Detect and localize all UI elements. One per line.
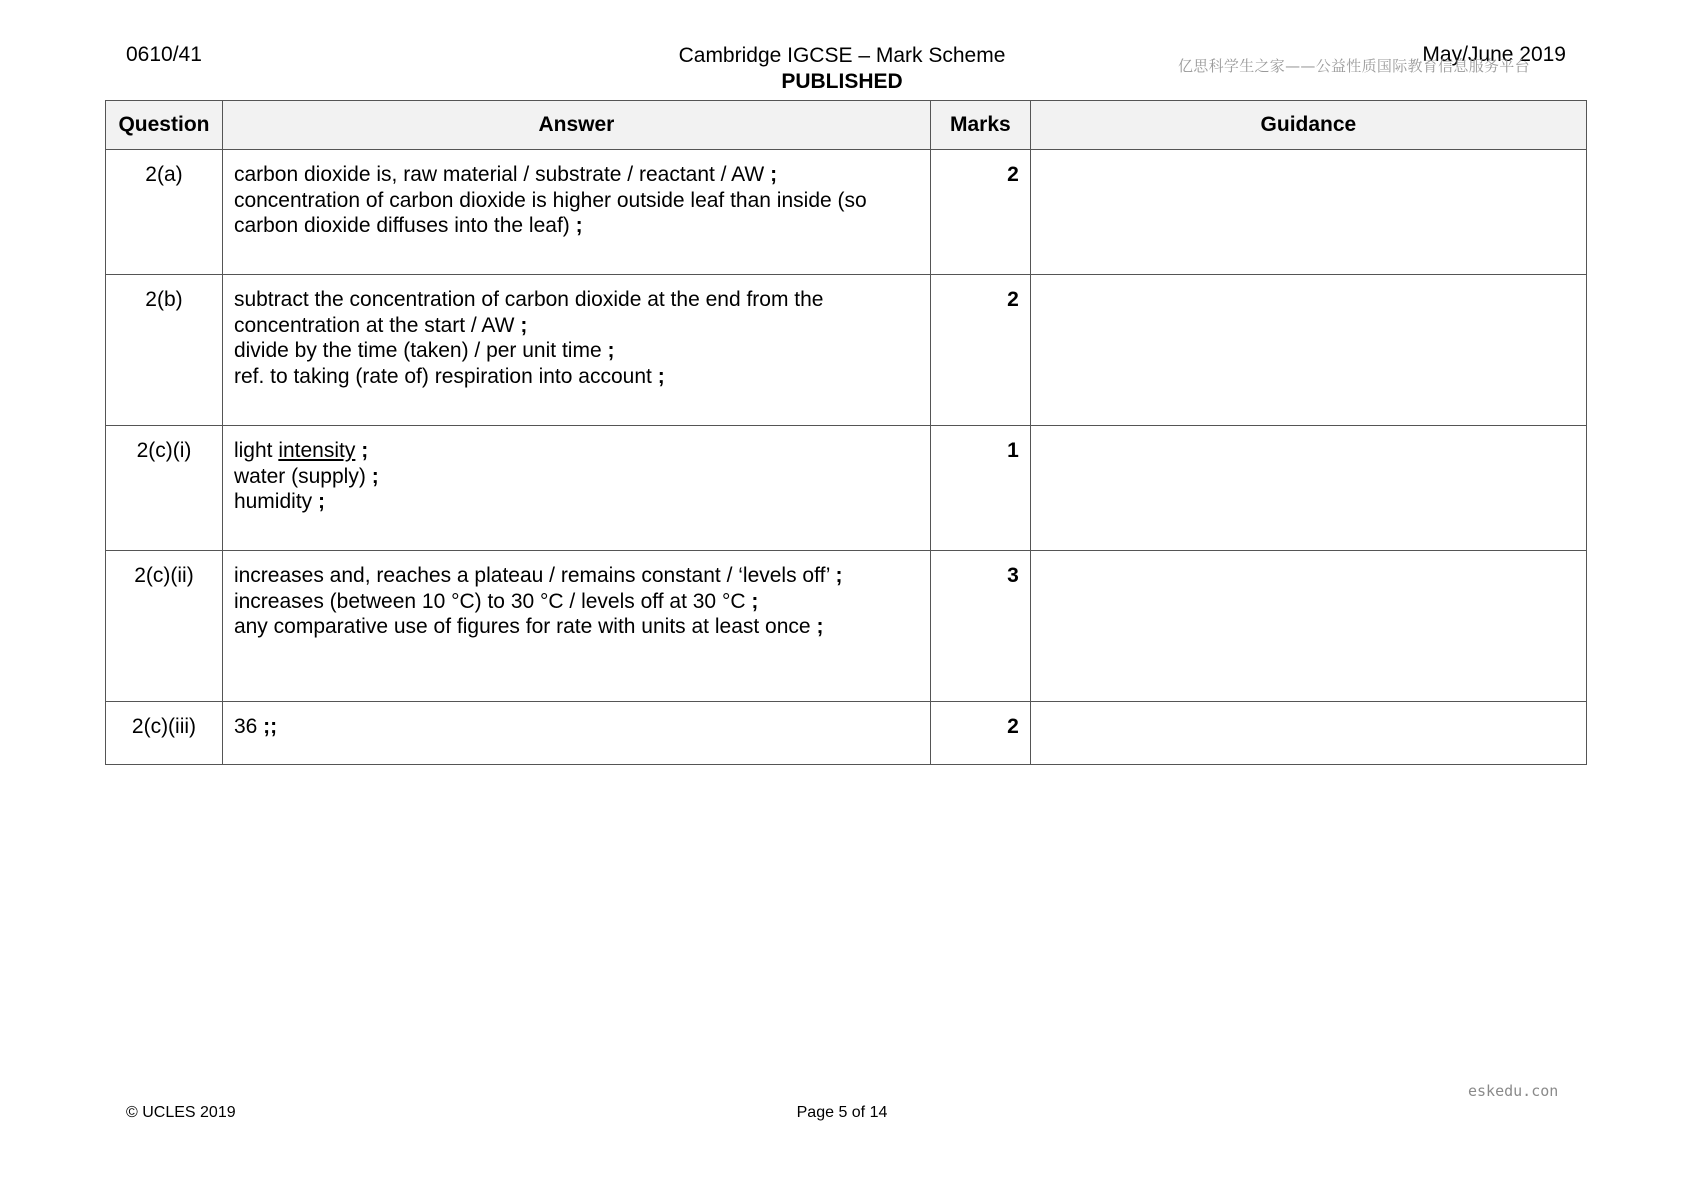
mark-separator: ; (835, 564, 843, 587)
answer-line: any comparative use of figures for rate with units at least once ; (233, 615, 824, 638)
guidance-cell (1030, 702, 1586, 765)
copyright: © UCLES 2019 (126, 1104, 236, 1121)
publication-status: PUBLISHED (781, 70, 903, 93)
column-header-guidance: Guidance (1030, 101, 1586, 150)
question-number: 2(c)(i) (106, 426, 223, 551)
page-number: Page 5 of 14 (796, 1104, 888, 1121)
column-header-answer: Answer (222, 101, 930, 150)
answer-line: carbon dioxide is, raw material / substrate / reactant / AW ; (233, 163, 778, 186)
answer-cell (222, 275, 930, 426)
mark-separator: ; (770, 163, 778, 186)
question-number: 2(c)(ii) (106, 551, 223, 702)
answer-line: subtract the concentration of carbon dioxide at the end from the (233, 288, 824, 311)
table-row (106, 275, 1587, 426)
question-number: 2(a) (106, 150, 223, 275)
answer-line: water (supply) ; (233, 464, 379, 488)
footer-watermark: eskedu.con (1468, 1082, 1559, 1100)
marks-value: 1 (930, 426, 1030, 551)
mark-separator: ; (520, 313, 528, 337)
marks-value: 2 (930, 702, 1030, 765)
document-title: Cambridge IGCSE – Mark Scheme (678, 44, 1006, 67)
mark-separator: ; (318, 490, 325, 513)
answer-line: divide by the time (taken) / per unit time ; (233, 339, 615, 362)
table-row (106, 150, 1587, 275)
underlined-keyword: intensity (278, 439, 356, 462)
answer-line: humidity ; (233, 490, 325, 513)
marks-value: 2 (930, 275, 1030, 426)
mark-separator: ; (361, 439, 369, 462)
column-header-marks: Marks (930, 101, 1030, 150)
answer-cell (222, 551, 930, 702)
table-header-row (106, 101, 1587, 150)
answer-cell (222, 426, 930, 551)
header-watermark: 亿思科学生之家——公益性质国际教育信息服务平台 (1178, 57, 1530, 75)
mark-separator: ; (816, 615, 824, 638)
marks-value: 2 (930, 150, 1030, 275)
question-number: 2(c)(iii) (106, 702, 223, 765)
exam-session: May/June 2019 (1422, 43, 1566, 66)
guidance-cell (1030, 551, 1586, 702)
answer-line: carbon dioxide diffuses into the leaf) ; (233, 214, 583, 237)
question-number: 2(b) (106, 275, 223, 426)
answer-line: concentration of carbon dioxide is higher outside leaf than inside (so (233, 188, 867, 212)
answer-line: concentration at the start / AW ; (233, 313, 528, 337)
mark-scheme-table (105, 100, 1587, 765)
answer-line: ref. to taking (rate of) respiration into account ; (233, 364, 665, 388)
table-row (106, 551, 1587, 702)
table-row (106, 702, 1587, 765)
guidance-cell (1030, 426, 1586, 551)
answer-cell (222, 150, 930, 275)
answer-line: increases (between 10 °C) to 30 °C / levels off at 30 °C ; (233, 589, 759, 613)
mark-separator: ; (371, 464, 379, 488)
answer-line: light intensity ; (233, 439, 369, 462)
table-row (106, 426, 1587, 551)
mark-separator: ; (607, 339, 615, 362)
mark-separator: ; (657, 364, 665, 388)
guidance-cell (1030, 150, 1586, 275)
column-header-question: Question (106, 101, 223, 150)
answer-line: increases and, reaches a plateau / remains constant / ‘levels off’ ; (233, 564, 843, 587)
mark-separator: ; (575, 214, 583, 237)
answer-cell (222, 702, 930, 765)
paper-code: 0610/41 (126, 43, 202, 66)
answer-line: 36 ;; (233, 715, 278, 738)
marks-value: 3 (930, 551, 1030, 702)
mark-separator: ; (751, 589, 759, 613)
guidance-cell (1030, 275, 1586, 426)
mark-separator: ;; (263, 715, 278, 738)
